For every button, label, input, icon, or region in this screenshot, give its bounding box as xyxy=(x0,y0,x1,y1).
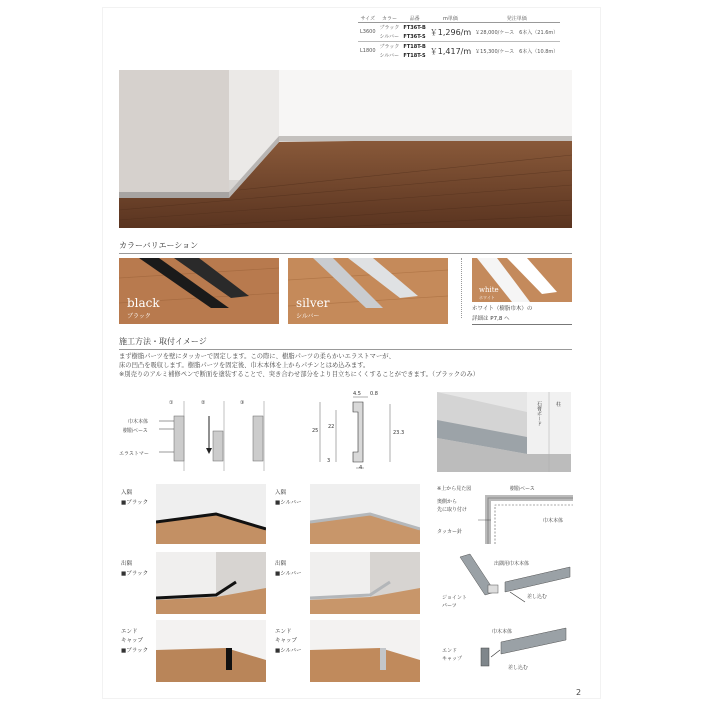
dim-top: 4.5 xyxy=(353,391,361,397)
row-label-end-cap-2: キャップ xyxy=(275,638,298,644)
label-resin-base: 樹脂ベース xyxy=(510,486,535,492)
wall-render xyxy=(437,392,571,472)
divider xyxy=(119,349,572,350)
color-tag: ■シルバー xyxy=(275,500,302,506)
dim-h1: 25 xyxy=(312,428,319,434)
dim-foot: 3 xyxy=(327,458,331,464)
white-note: ホワイト（樹脂巾木）の xyxy=(472,306,533,312)
table-row: シルバー FT36T-S xyxy=(379,33,426,40)
table-row: L1800 ブラック FT18T-B ￥1,417/m ￥15,300/ケース 6本入（10.8m） xyxy=(358,42,560,52)
label-corner-body: 出隅用巾木本体 xyxy=(494,561,530,567)
label-pillar: 柱 xyxy=(556,402,562,408)
end-cap-diagram xyxy=(466,620,573,682)
color-tag: ■ブラック xyxy=(121,500,149,506)
silver-label: silver xyxy=(296,296,330,310)
step-3: ③ xyxy=(240,400,245,406)
row-label-inside-corner: 入隅 xyxy=(121,490,133,496)
table-row: L3600 ブラック FT36T-B ￥1,296/m ￥28,000/ケース 6本入（21.6m） xyxy=(360,24,559,37)
end-cap-silver-photo xyxy=(310,620,420,682)
divider xyxy=(461,258,462,318)
install-description: まず樹脂パーツを壁にタッカーで固定します。この際に、樹脂パーツの柔らかいエラストマーが、 床の凹凸を吸収します。樹脂パーツを固定後、巾木本体を上からパチンとはめ込みます。 ※別売りのアルミ補修ペンで断面を塗装することで、突き合わせ部分をより目立ちにくくすることができます。（ブラックのみ） xyxy=(119,353,480,378)
label-gypsum: 石膏ボード xyxy=(536,401,542,426)
label-joint-2: パーツ xyxy=(442,603,457,609)
inside-corner-silver-photo xyxy=(310,484,420,544)
install-steps-diagram xyxy=(119,396,272,476)
step-1: ① xyxy=(169,400,174,406)
label-top-view: ※上から見た図 xyxy=(437,486,472,492)
table-row: シルバー FT18T-S xyxy=(379,52,426,59)
label-base: 樹脂ベース xyxy=(123,428,148,434)
install-section-title: 施工方法・取付イメージ xyxy=(119,337,207,346)
white-label: white xyxy=(479,286,499,294)
divider xyxy=(472,324,572,325)
row-label-end-cap-2: キャップ xyxy=(121,638,144,644)
white-label-jp: ホワイト xyxy=(479,295,495,300)
row-label-end-cap-1: エンド xyxy=(275,629,292,635)
hero-photo xyxy=(119,70,572,228)
color-tag: ■ブラック xyxy=(121,648,149,654)
dim-h2: 22 xyxy=(328,424,335,430)
row-label-end-cap-1: エンド xyxy=(121,629,138,635)
black-label-jp: ブラック xyxy=(127,313,151,320)
header-code: 品番 xyxy=(401,14,427,23)
inside-corner-black-photo xyxy=(156,484,266,544)
label-body: 巾木本体 xyxy=(128,419,149,425)
label-elastomer: エラストマー xyxy=(119,451,149,457)
label-back-first-1: 奥側から xyxy=(437,499,458,505)
white-note-link: 詳細は P7,8 へ xyxy=(472,316,510,322)
header-color: カラー xyxy=(378,14,402,23)
header-size: サイズ xyxy=(358,14,378,23)
label-insert-2: 差し込む xyxy=(508,665,529,671)
end-cap-black-photo xyxy=(156,620,266,682)
color-tag: ■シルバー xyxy=(275,648,302,654)
label-body-2: 巾木本体 xyxy=(492,629,513,635)
divider xyxy=(119,253,572,254)
row-label-inside-corner: 入隅 xyxy=(275,490,287,496)
label-tacker: タッカー針 xyxy=(437,529,463,535)
color-tag: ■ブラック xyxy=(121,571,149,577)
silver-label-jp: シルバー xyxy=(296,313,320,320)
label-insert: 差し込む xyxy=(527,594,548,600)
page-number: 2 xyxy=(576,688,582,697)
outside-corner-black-photo xyxy=(156,552,266,614)
dim-top2: 0.8 xyxy=(370,391,378,397)
header-m-price: m単価 xyxy=(428,14,473,23)
label-end-2: キャップ xyxy=(442,656,463,662)
label-body: 巾木本体 xyxy=(543,518,564,524)
label-end-1: エンド xyxy=(442,648,458,654)
row-label-outside-corner: 出隅 xyxy=(275,561,287,567)
label-joint-1: ジョイント xyxy=(442,595,467,601)
dim-bottom: 4 xyxy=(359,465,363,471)
label-back-first-2: 先に取り付け xyxy=(437,507,468,513)
color-tag: ■シルバー xyxy=(275,571,302,577)
color-section-title: カラーバリエーション xyxy=(119,241,199,250)
black-label: black xyxy=(127,296,160,310)
row-label-outside-corner: 出隅 xyxy=(121,561,133,567)
outside-corner-silver-photo xyxy=(310,552,420,614)
step-2: ② xyxy=(201,400,206,406)
dim-h3: 23.3 xyxy=(393,430,405,436)
spec-table xyxy=(358,14,560,60)
header-order-price: 発注単価 xyxy=(473,14,560,23)
